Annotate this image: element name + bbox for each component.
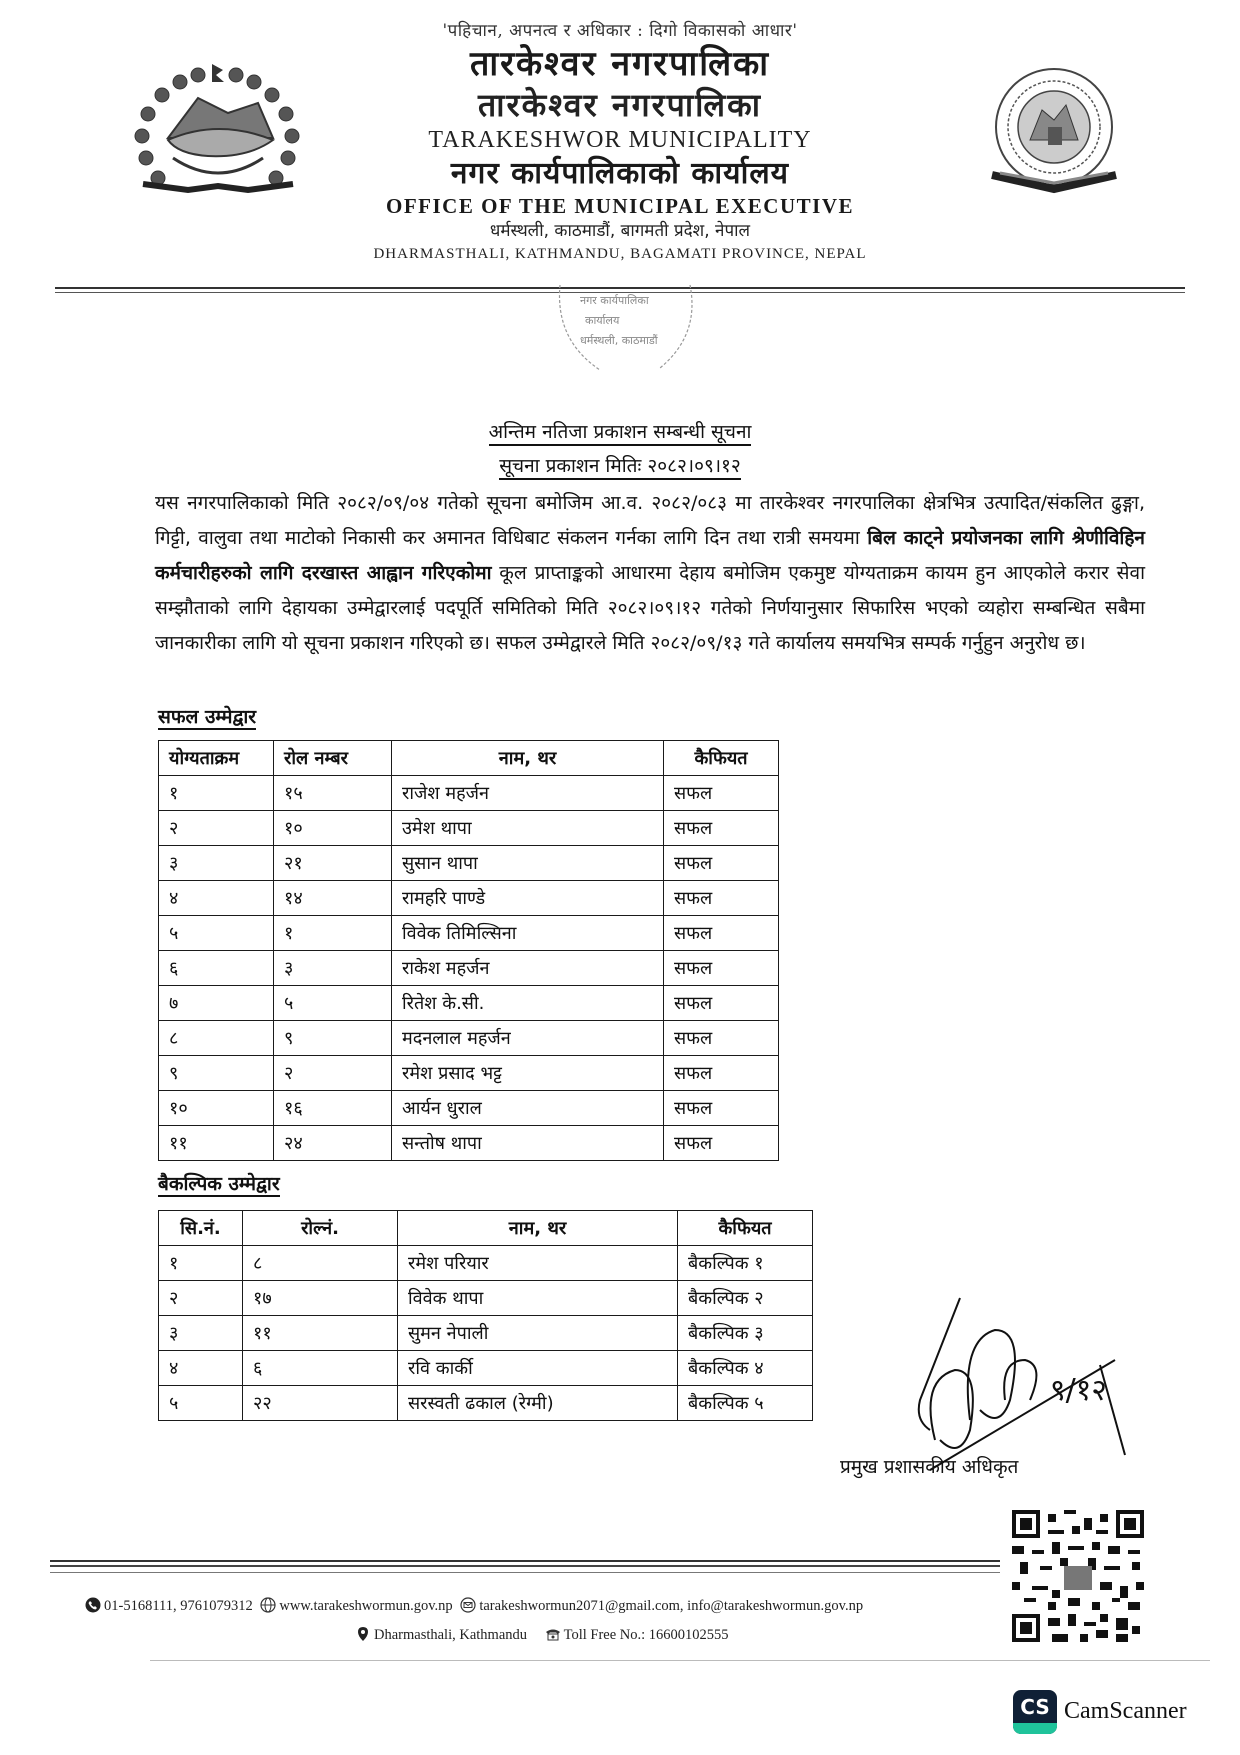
globe-icon xyxy=(260,1597,276,1613)
table-row: ४ ६ रवि कार्की बैकल्पिक ४ xyxy=(159,1351,813,1386)
municipality-name-nepali: तारकेश्वर नगरपालिका xyxy=(469,44,771,84)
telephone-icon xyxy=(545,1626,561,1642)
col-serial: सि.नं. xyxy=(159,1211,243,1246)
svg-text:९/१२: ९/१२ xyxy=(1050,1373,1107,1408)
notice-body-part2: कूल प्राप्ताङ्कको आधारमा देहाय बमोजिम एकमुष्ट योग्यताक्रम कायम हुन आएकोले करार सेवा सम्झौताको लागि देहायका उम्मेद्वारलाई पदपूर्ति समितिको मिति २०८२।०९।१२ गतेको निर्णयानुसार सिफारिस भएको व्यहोरा सम्बन्धित सबैमा जानकारीका लागि यो सूचना प्रकाशन गरिएको छ। सफल उम्मेद्वारले मिति २०८२/०९/१३ गते कार्यालय समयभित्र सम्पर्क गर्नुहुन अनुरोध छ। xyxy=(155,562,1145,654)
col-remarks: कैफियत xyxy=(678,1211,813,1246)
footer-divider-thin xyxy=(50,1572,1000,1573)
table-row: ३ २१ सुसान थापा सफल xyxy=(159,846,779,881)
phone-icon xyxy=(85,1597,101,1613)
col-roll-number: रोल नम्बर xyxy=(274,741,392,776)
footer-address: Dharmasthali, Kathmandu xyxy=(374,1627,528,1643)
qr-code-icon[interactable] xyxy=(1012,1510,1144,1642)
municipality-name-newari: तारकेश्वर नगरपालिका xyxy=(478,86,762,124)
alternate-candidates-label: बैकल्पिक उम्मेद्वार xyxy=(158,1173,280,1195)
notice-date: सूचना प्रकाशन मितिः २०८२।०९।१२ xyxy=(0,452,1240,478)
nepal-emblem-icon xyxy=(128,58,306,198)
table-row: १ १५ राजेश महर्जन सफल xyxy=(159,776,779,811)
svg-text:कार्यालय: कार्यालय xyxy=(585,314,620,327)
office-name-english: OFFICE OF THE MUNICIPAL EXECUTIVE xyxy=(386,194,854,218)
camscanner-logo-icon: CS xyxy=(1013,1690,1057,1734)
footer-address-line xyxy=(355,1626,729,1644)
col-roll-number: रोल्नं. xyxy=(243,1211,398,1246)
footer-phone: 01-5168111, 9761079312 xyxy=(104,1598,253,1614)
office-name-nepali: नगर कार्यपालिकाको कार्यालय xyxy=(450,156,790,191)
motto: 'पहिचान, अपनत्व र अधिकार : दिगो विकासको आधार' xyxy=(442,21,798,41)
alternate-candidates-table xyxy=(158,1210,813,1421)
address-nepali: धर्मस्थली, काठमाडौं, बागमती प्रदेश, नेपाल xyxy=(489,221,751,241)
table-row: ८ ९ मदनलाल महर्जन सफल xyxy=(159,1021,779,1056)
col-name: नाम, थर xyxy=(392,741,664,776)
table-row: २ १७ विवेक थापा बैकल्पिक २ xyxy=(159,1281,813,1316)
svg-text:धर्मस्थली, काठमाडौं: धर्मस्थली, काठमाडौं xyxy=(580,334,658,347)
letterhead xyxy=(300,18,940,265)
camscanner-label: CamScanner xyxy=(1064,1698,1187,1724)
col-rank: योग्यताक्रम xyxy=(159,741,274,776)
footer-divider xyxy=(50,1560,1000,1567)
successful-candidates-label: सफल उम्मेद्वार xyxy=(158,706,257,728)
scan-edge-line xyxy=(150,1660,1210,1661)
table-row: ७ ५ रितेश के.सी. सफल xyxy=(159,986,779,1021)
footer-email[interactable]: tarakeshwormun2071@gmail.com, info@tarakeshwormun.gov.np xyxy=(479,1598,864,1614)
table-row: ३ ११ सुमन नेपाली बैकल्पिक ३ xyxy=(159,1316,813,1351)
table-row: ४ १४ रामहरि पाण्डे सफल xyxy=(159,881,779,916)
notice-body-bold: बिल काट्ने प्रयोजनका लागि श्रेणीविहिन कर्मचारीहरुको लागि दरखास्त आह्वान गरिएकोमा xyxy=(155,527,1145,584)
footer-toll-free: Toll Free No.: 16600102555 xyxy=(563,1627,729,1643)
notice-title: अन्तिम नतिजा प्रकाशन सम्बन्धी सूचना xyxy=(0,418,1240,444)
successful-candidates-table xyxy=(158,740,779,1161)
col-remarks: कैफियत xyxy=(664,741,779,776)
table-row: १० १६ आर्यन धुराल सफल xyxy=(159,1091,779,1126)
table-header-row xyxy=(159,741,779,776)
table-row: २ १० उमेश थापा सफल xyxy=(159,811,779,846)
col-name: नाम, थर xyxy=(398,1211,678,1246)
address-english: DHARMASTHALI, KATHMANDU, BAGAMATI PROVINCE, NEPAL xyxy=(373,246,867,262)
signatory-title: प्रमुख प्रशासकीय अधिकृत xyxy=(840,1456,1019,1478)
municipality-name-english: TARAKESHWOR MUNICIPALITY xyxy=(428,127,812,153)
notice-body xyxy=(155,486,1145,661)
footer-contact-line xyxy=(85,1597,863,1615)
footer-website[interactable]: www.tarakeshwormun.gov.np xyxy=(279,1598,453,1614)
svg-text:नगर कार्यपालिका: नगर कार्यपालिका xyxy=(580,294,649,307)
table-row: १ ८ रमेश परियार बैकल्पिक १ xyxy=(159,1246,813,1281)
table-row: ६ ३ राकेश महर्जन सफल xyxy=(159,951,779,986)
notice-body-part1: यस नगरपालिकाको मिति २०८२/०९/०४ गतेको सूचना बमोजिम आ.व. २०८२/०८३ मा तारकेश्वर नगरपालिका क्षेत्रभित्र उत्पादित/संकलित ढुङ्गा, गिट्टी, वालुवा तथा माटोको निकासी कर अमानत विधिबाट संकलन गर्नका लागि दिन तथा रात्री समयमा xyxy=(155,492,1145,549)
table-row: ९ २ रमेश प्रसाद भट्ट सफल xyxy=(159,1056,779,1091)
signature-icon xyxy=(900,1290,1130,1480)
location-pin-icon xyxy=(355,1626,371,1642)
office-stamp-icon xyxy=(540,280,715,380)
mail-icon xyxy=(460,1597,476,1613)
table-header-row xyxy=(159,1211,813,1246)
table-row: ५ १ विवेक तिमिल्सिना सफल xyxy=(159,916,779,951)
table-row: ११ २४ सन्तोष थापा सफल xyxy=(159,1126,779,1161)
municipality-seal-icon xyxy=(970,65,1138,200)
table-row: ५ २२ सरस्वती ढकाल (रेग्मी) बैकल्पिक ५ xyxy=(159,1386,813,1421)
